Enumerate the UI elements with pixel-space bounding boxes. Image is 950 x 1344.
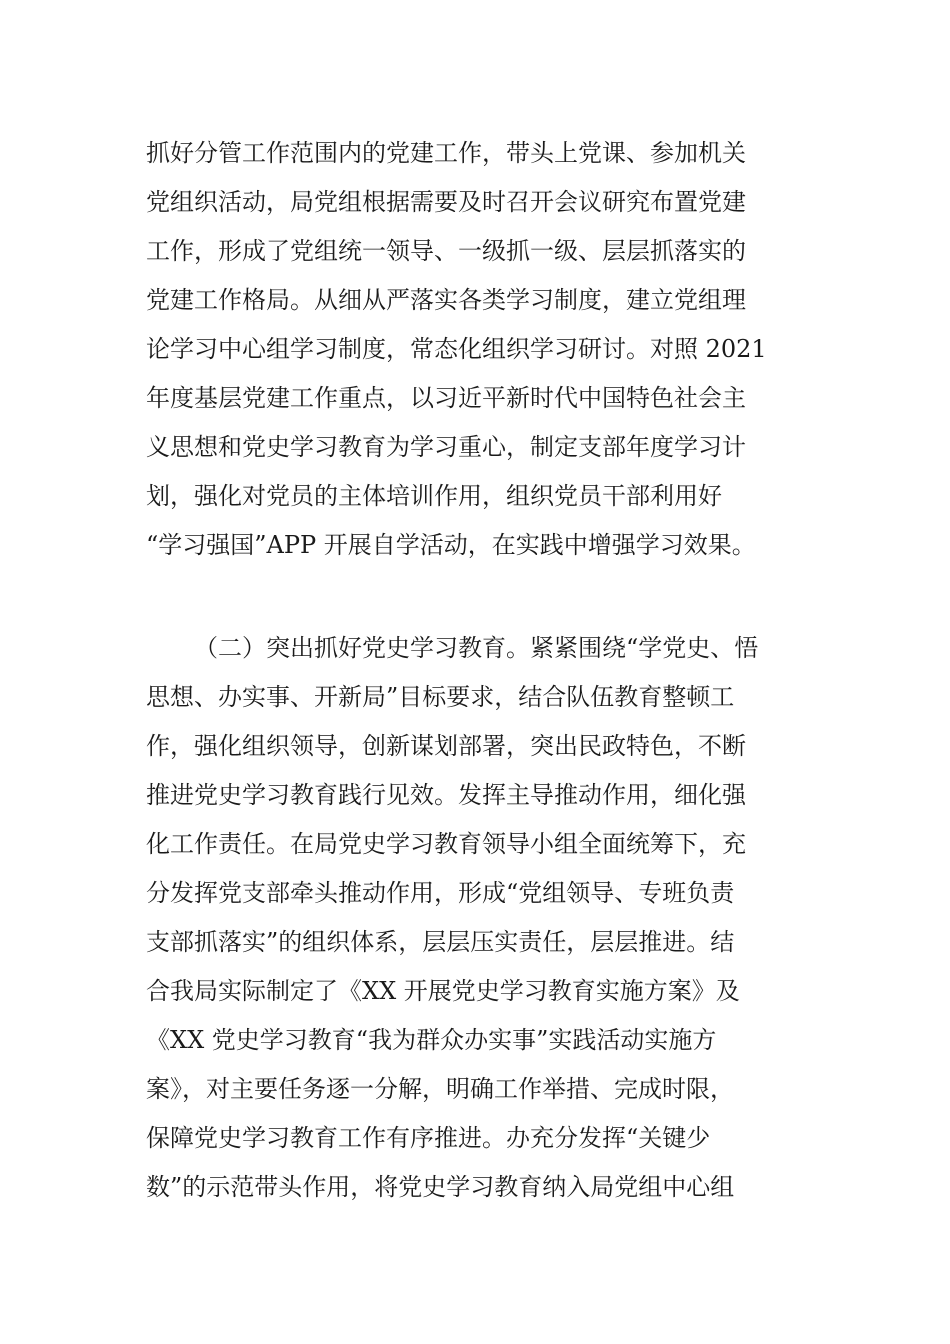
paragraph-line: （二）突出抓好党史学习教育。紧紧围绕“学党史、悟 bbox=[194, 634, 759, 662]
paragraph-line: 推进党史学习教育践行见效。发挥主导推动作用，细化强 bbox=[146, 781, 746, 809]
paragraph-line: 《XX 党史学习教育“我为群众办实事”实践活动实施方 bbox=[146, 1026, 717, 1054]
paragraph-line: 论学习中心组学习制度，常态化组织学习研讨。对照 2021 bbox=[146, 335, 767, 363]
paragraph-line: 合我局实际制定了《XX 开展党史学习教育实施方案》及 bbox=[146, 977, 740, 1005]
paragraph-line: 义思想和党史学习教育为学习重心，制定支部年度学习计 bbox=[146, 433, 746, 461]
paragraph-line: 保障党史学习教育工作有序推进。办充分发挥“关键少 bbox=[146, 1124, 711, 1152]
paragraph-line: 党组织活动，局党组根据需要及时召开会议研究布置党建 bbox=[146, 188, 746, 216]
paragraph-line: 化工作责任。在局党史学习教育领导小组全面统筹下，充 bbox=[146, 830, 746, 858]
paragraph-line: 抓好分管工作范围内的党建工作，带头上党课、参加机关 bbox=[146, 139, 746, 167]
paragraph-line: 数”的示范带头作用，将党史学习教育纳入局党组中心组 bbox=[146, 1173, 735, 1201]
paragraph-line: 划，强化对党员的主体培训作用，组织党员干部利用好 bbox=[146, 482, 722, 510]
paragraph-line: 支部抓落实”的组织体系，层层压实责任，层层推进。结 bbox=[146, 928, 735, 956]
paragraph-line: “学习强国”APP 开展自学活动，在实践中增强学习效果。 bbox=[146, 531, 756, 559]
paragraph-line: 年度基层党建工作重点，以习近平新时代中国特色社会主 bbox=[146, 384, 746, 412]
paragraph-line: 分发挥党支部牵头推动作用，形成“党组领导、专班负责 bbox=[146, 879, 735, 907]
paragraph-line: 工作，形成了党组统一领导、一级抓一级、层层抓落实的 bbox=[146, 237, 746, 265]
paragraph-line: 党建工作格局。从细从严落实各类学习制度，建立党组理 bbox=[146, 286, 746, 314]
paragraph-line: 作，强化组织领导，创新谋划部署，突出民政特色，不断 bbox=[146, 732, 746, 760]
paragraph-line: 案》，对主要任务逐一分解，明确工作举措、完成时限， bbox=[146, 1075, 734, 1103]
paragraph-line: 思想、办实事、开新局”目标要求，结合队伍教育整顿工 bbox=[146, 683, 735, 711]
